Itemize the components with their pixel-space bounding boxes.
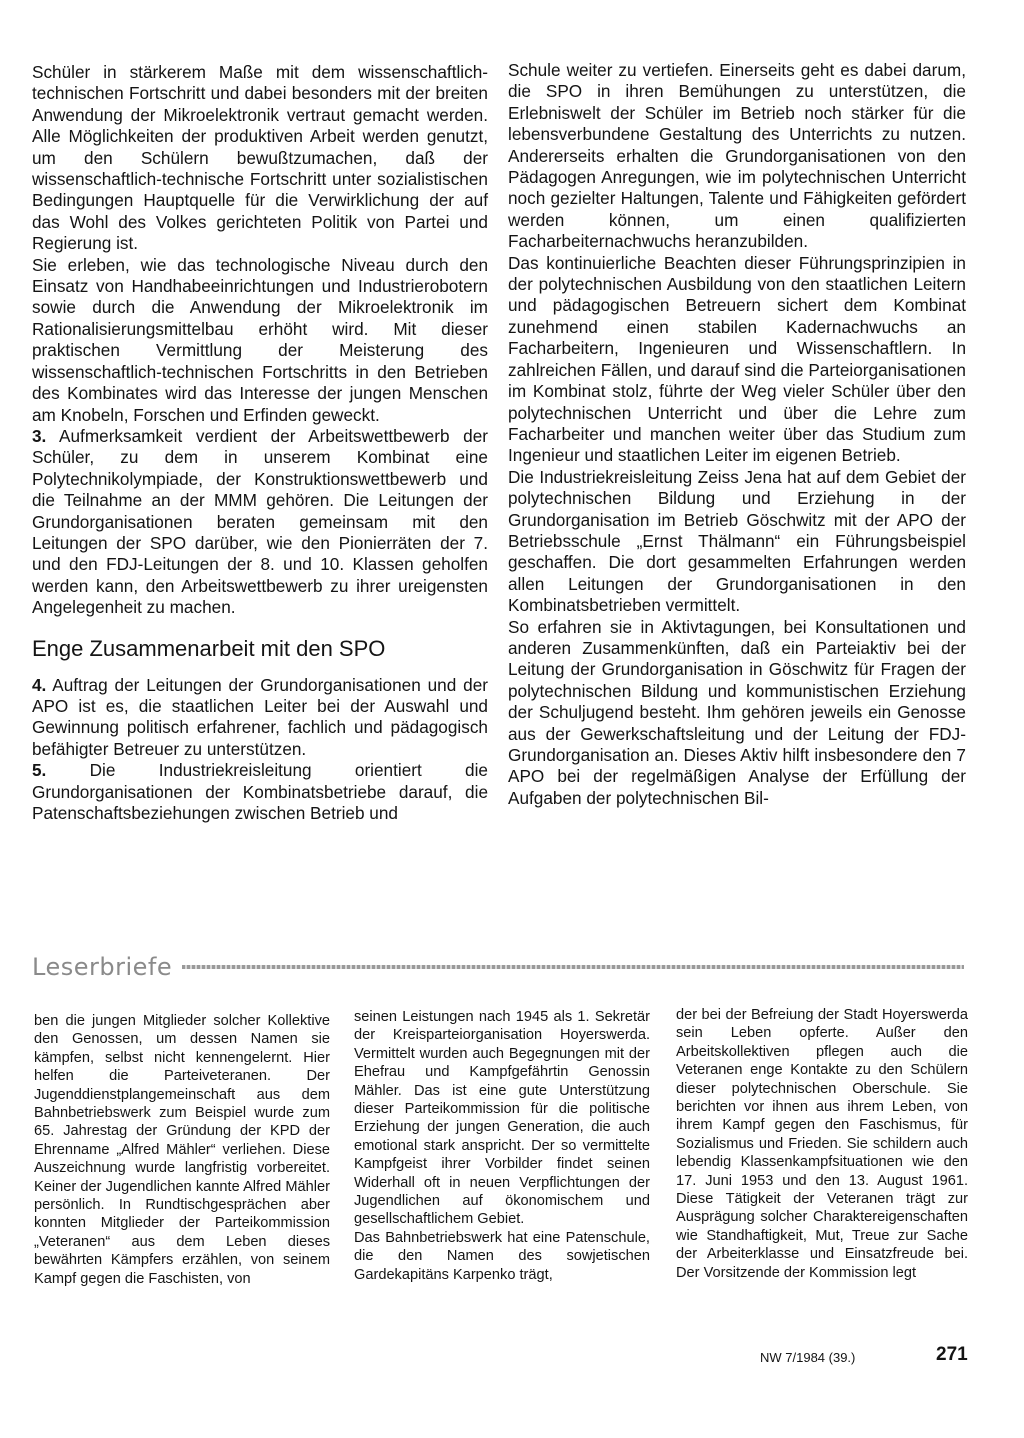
paragraph: der bei der Befreiung der Stadt Hoyerswerda sein Leben opferte. Außer den Arbeitskollektiven pflegen auch die Veteranen enge Kontakte zu den Schülern dieser polytechnischen Oberschule. Sie berichten vor ihnen aus ihrem Leben, von ihrem Kampf gegen den Faschismus, für Sozialismus und Frieden. Sie schildern auch lebendig Klassenkampfsituationen wie den 17. Juni 1953 und den 13. August 1961. Diese Tätigkeit der Veteranen trägt zur Ausprägung solcher Charaktereigenschaften wie Standhaftigkeit, Mut, Treue zur Sache der Arbeiterklasse und Einsatzfreude bei. Der Vorsitzende der Kommission legt	[676, 1007, 968, 1281]
item-number: 5.	[32, 760, 47, 781]
paragraph-text: Aufmerksamkeit verdient der Arbeitswettbewerb der Schüler, zu dem in unserem Kombinat eine Polytechnikolympiade, der Konstruktionswettbewerb und die Teilnahme an der MMM gehören. Die Leitungen der Grundorganisationen beraten gemeinsam mit den Leitungen der SPO darüber, wie den Pionierräten der 7. und den FDJ-Leitungen der 8. und 10. Klassen geholfen werden kann, den Arbeitswettbewerb zu ihrer ureigensten Angelegenheit zu machen.	[32, 425, 488, 618]
item-number: 3.	[32, 425, 47, 446]
paragraph: Das kontinuierliche Beachten dieser Führungsprinzipien in der polytechnischen Ausbildung von den staatlichen Leitern und pädagogischen Betreuern sichert dem Kombinat zunehmend einen stabilen Kadernachwuchs an Facharbeitern, Ingenieuren und Wissenschaftlern. In zahlreichen Fällen, und darauf sind die Parteiorganisationen im Kombinat stolz, führte der Weg vieler Schüler über den polytechnischen Unterricht und über die Lehre zum Facharbeiter und manchen weiter über das Studium zum Ingenieur und staatlichen Leiter im eigenen Betrieb.	[508, 252, 966, 466]
article-column-right	[508, 60, 966, 809]
paragraph: Sie erleben, wie das technologische Niveau durch den Einsatz von Handhabeeinrichtungen und Industrierobotern sowie durch die Anwendung der Mikroelektronik im Rationalisierungsmittelbau erhöht wird. Mit dieser praktischen Vermittlung der Meisterung des wissenschaftlich-technischen Fortschritts in den Betrieben des Kombinates wird das Interesse der jungen Menschen am Knobeln, Forschen und Erfinden geweckt.	[32, 254, 488, 425]
issue-reference: NW 7/1984 (39.)	[760, 1350, 856, 1365]
paragraph-numbered	[32, 760, 488, 824]
letters-column-3	[676, 1006, 968, 1282]
paragraph: seinen Leistungen nach 1945 als 1. Sekretär der Kreisparteiorganisation Hoyerswerda. Vermittelt wurden auch Begegnungen mit der Ehefrau und Kampfgefährtin Genossin Mähler. Das ist eine gute Unterstützung dieser Parteikommission für die politische Erziehung der jungen Generation, die auch emotional stark anspricht. Der so vermittelte Kampfgeist ihrer Vorbilder findet seinen Widerhall oft in neuen Verpflichtungen der Jugendlichen auf ökonomischem und gesellschaftlichem Gebiet.	[354, 1009, 650, 1228]
paragraph: ben die jungen Mitglieder solcher Kollektive den Genossen, um dessen Namen sie kämpfen, selbst nicht kennengelernt. Hier helfen die Parteiveteranen. Der Jugenddienstplangemeinschaft aus dem Bahnbetriebswerk zum Beispiel wurde zum 65. Jahrestag der Gründung der KPD der Ehrenname „Alfred Mähler“ verliehen. Diese Auszeichnung wurde langfristig vorbereitet. Keiner der Jugendlichen kannte Alfred Mähler persönlich. In Rundtischgesprächen aber konnten Mitglieder der Parteikommission „Veteranen“ aus dem Leben dieses bewährten Kämpfers erzählen, von seinem Kampf gegen die Faschisten, von	[34, 1013, 330, 1287]
item-number: 4.	[32, 674, 47, 695]
paragraph-text: Auftrag der Leitungen der Grundorganisationen und der APO ist es, die staatlichen Leiter bei der Auswahl und Gewinnung politisch erfahrener, fachlich und pädagogisch befähigter Betreuer zu unterstützen.	[32, 674, 488, 759]
paragraph-numbered	[32, 675, 488, 761]
paragraph: So erfahren sie in Aktivtagungen, bei Konsultationen und anderen Zusammenkünften, daß ein Parteiaktiv bei der Leitung der Grundorganisation in Göschwitz für Fragen der polytechnischen Bildung und kommunistischen Erziehung der Schuljugend besteht. Ihm gehören jeweils ein Genosse aus der Gewerkschaftsleitung und der Leitung der FDJ-Grundorganisation an. Dieses Aktiv hilft insbesondere den 7 APO bei der regelmäßigen Analyse der Erfüllung der Aufgaben der polytechnischen Bil-	[508, 616, 966, 808]
paragraph-text: Die Industriekreisleitung orientiert die Grundorganisationen der Kombinatsbetriebe darauf, die Patenschaftsbeziehungen zwischen Betrieb und	[32, 760, 488, 823]
page-number: 271	[936, 1344, 968, 1365]
letters-column-2	[354, 1008, 650, 1284]
paragraph: Das Bahnbetriebswerk hat eine Patenschule, die den Namen des sowjetischen Gardekapitäns Karpenko trägt,	[354, 1229, 650, 1283]
paragraph-numbered	[32, 426, 488, 619]
section-title: Leserbriefe	[32, 953, 173, 981]
paragraph: Schüler in stärkerem Maße mit dem wissenschaftlich-technischen Fortschritt und dabei besonders mit der breiten Anwendung der Mikroelektronik vertraut gemacht werden. Alle Möglichkeiten der produktiven Arbeit werden genutzt, um den Schülern bewußtzumachen, daß der wissenschaftlich-technische Fortschritt unter sozialistischen Bedingungen Hauptquelle für die Verwirklichung der auf das Wohl des Volkes gerichteten Politik von Partei und Regierung ist.	[32, 62, 488, 254]
paragraph: Schule weiter zu vertiefen. Einerseits geht es dabei darum, die SPO in ihren Bemühungen zu unterstützen, die Erlebniswelt der Schüler im Betrieb noch stärker für die lebensverbundene Gestaltung des Unterrichts zu nutzen. Andererseits erhalten die Grundorganisationen von den Pädagogen Anregungen, wie im polytechnischen Unterricht noch gezielter Haltungen, Talente und Fähigkeiten gefördert werden können, um einen qualifizierten Facharbeiternachwuchs heranzubilden.	[508, 60, 966, 252]
decorative-rule	[182, 965, 964, 969]
leserbriefe-banner	[32, 952, 964, 982]
letters-column-1	[34, 1012, 330, 1288]
article-column-left	[32, 62, 488, 824]
paragraph: Die Industriekreisleitung Zeiss Jena hat auf dem Gebiet der polytechnischen Bildung und Erziehung in der Grundorganisation im Betrieb Göschwitz mit der APO der Betriebsschule „Ernst Thälmann“ ein Führungsbeispiel geschaffen. Die dort gesammelten Erfahrungen werden allen Leitungen der Grundorganisationen in den Kombinatsbetrieben vermittelt.	[508, 466, 966, 616]
section-heading: Enge Zusammenarbeit mit den SPO	[32, 635, 386, 661]
